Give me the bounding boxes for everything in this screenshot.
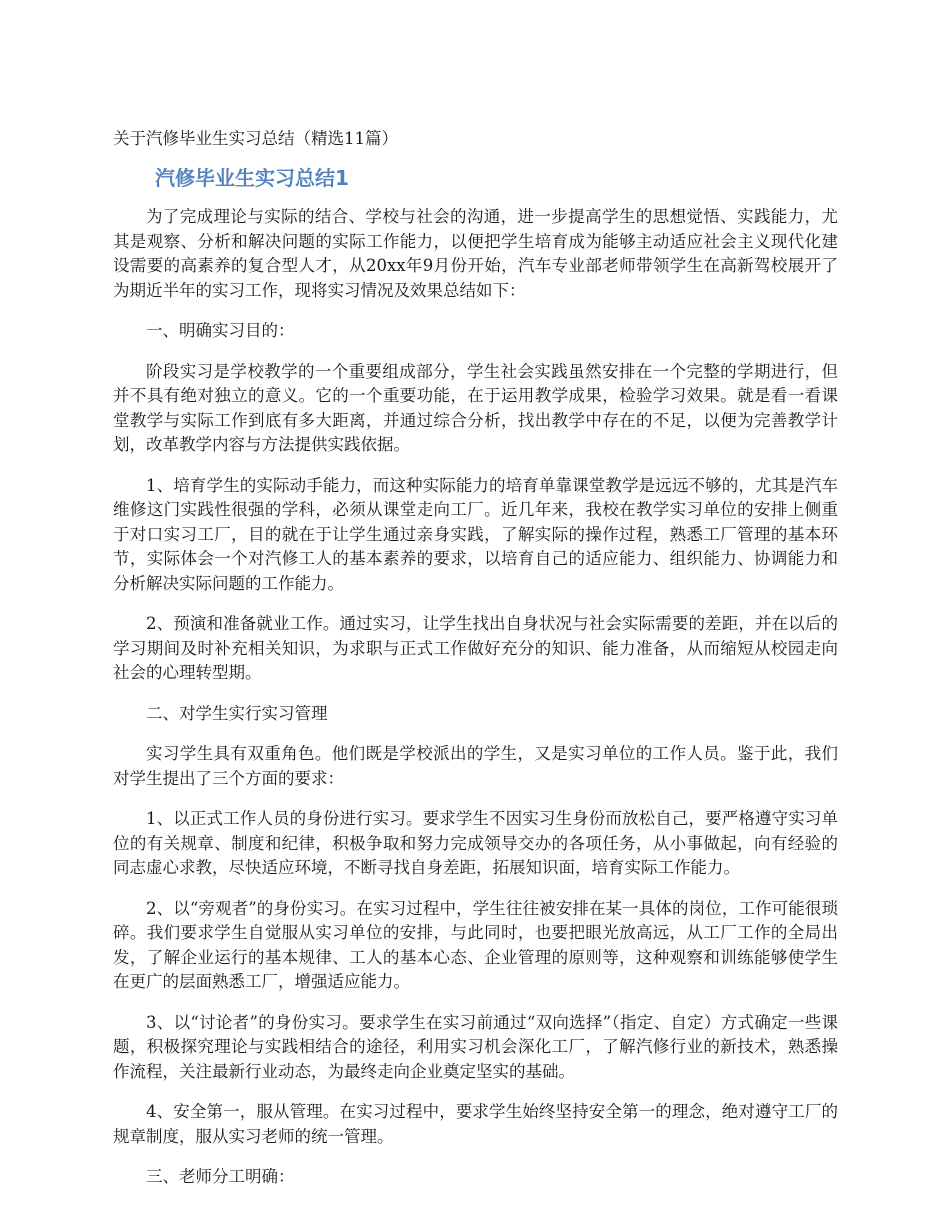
paragraph: 2、以“旁观者”的身份实习。在实习过程中，学生往往被安排在某一具体的岗位，工作可能很琐碎。我们要求学生自觉服从实习单位的安排，与此同时，也要把眼光放高远，从工厂工作的全局出发，了解企业运行的基本规律、工人的基本心态、企业管理的原则等，这种观察和训练能够使学生在更广的层面熟悉工厂，增强适应能力。 [113,898,838,991]
paragraph: 1、培育学生的实际动手能力，而这种实际能力的培育单靠课堂教学是远远不够的，尤其是汽车维修这门实践性很强的学科，必须从课堂走向工厂。近几年来，我校在教学实习单位的安排上侧重于对口实习工厂，目的就在于让学生通过亲身实践，了解实际的操作过程，熟悉工厂管理的基本环节，实际体会一个对汽修工人的基本素养的要求，以培育自己的适应能力、组织能力、协调能力和分析解决实际问题的工作能力。 [113,475,838,593]
paragraph: 实习学生具有双重角色。他们既是学校派出的学生，又是实习单位的工作人员。鉴于此，我们对学生提出了三个方面的要求： [113,744,838,788]
paragraph: 为了完成理论与实际的结合、学校与社会的沟通，进一步提高学生的思想觉悟、实践能力，尤其是观察、分析和解决问题的实际工作能力，以便把学生培育成为能够主动适应社会主义现代化建设需要的高素养的复合型人才，从20xx年9月份开始，汽车专业部老师带领学生在高新驾校展开了为期近半年的实习工作，现将实习情况及效果总结如下： [113,207,838,300]
paragraph: 3、以“讨论者”的身份实习。要求学生在实习前通过“双向选择”（指定、自定）方式确定一些课题，积极探究理论与实践相结合的途径，利用实习机会深化工厂，了解汽修行业的新技术，熟悉操作流程，关注最新行业动态，为最终走向企业奠定坚实的基础。 [113,1012,838,1081]
paragraph: 阶段实习是学校教学的一个重要组成部分，学生社会实践虽然安排在一个完整的学期进行，但并不具有绝对独立的意义。它的一个重要功能，在于运用教学成果，检验学习效果。就是看一看课堂教学与实际工作到底有多大距离，并通过综合分析，找出教学中存在的不足，以便为完善教学计划，改革教学内容与方法提供实践依据。 [113,361,838,454]
section-subheading: 二、对学生实行实习管理 [146,703,328,723]
section-heading: 汽修毕业生实习总结1 [155,166,349,190]
section-subheading: 一、明确实习目的： [146,321,295,340]
section-subheading: 三、老师分工明确： [146,1167,295,1186]
document-title: 关于汽修毕业生实习总结（精选11篇） [113,129,398,148]
document-body [113,205,838,1206]
paragraph: 2、预演和准备就业工作。通过实习，让学生找出自身状况与社会实际需要的差距，并在以后的学习期间及时补充相关知识，为求职与正式工作做好充分的知识、能力准备，从而缩短从校园走向社会的心理转型期。 [113,614,838,682]
paragraph: 4、安全第一，服从管理。在实习过程中，要求学生始终坚持安全第一的理念，绝对遵守工厂的规章制度，服从实习老师的统一管理。 [113,1102,838,1146]
paragraph: 1、以正式工作人员的身份进行实习。要求学生不因实习生身份而放松自己，要严格遵守实习单位的有关规章、制度和纪律，积极争取和努力完成领导交办的各项任务，从小事做起，向有经验的同志虚心求教，尽快适应环境，不断寻找自身差距，拓展知识面，培育实际工作能力。 [113,809,838,877]
